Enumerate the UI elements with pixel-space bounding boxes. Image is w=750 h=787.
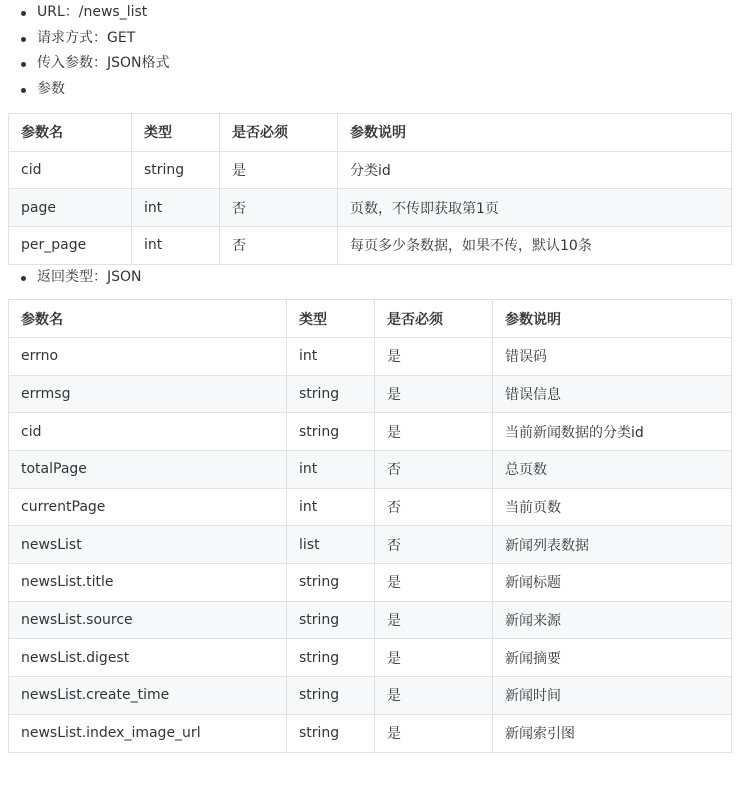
header-description: 参数说明: [493, 300, 732, 338]
cell-param-name: newsList.source: [9, 601, 287, 639]
cell-type: string: [287, 413, 375, 451]
header-type: 类型: [287, 300, 375, 338]
header-param-name: 参数名: [9, 114, 132, 152]
api-doc: [8, 0, 731, 753]
table-row: [9, 227, 732, 265]
cell-required: 是: [375, 564, 493, 602]
cell-required: 是: [375, 714, 493, 752]
table-row: [9, 451, 732, 489]
table-header-row: [9, 114, 732, 152]
cell-description: 新闻来源: [493, 601, 732, 639]
response-params-table: [8, 299, 732, 752]
table-row: [9, 677, 732, 715]
cell-param-name: page: [9, 189, 132, 227]
table-row: [9, 488, 732, 526]
cell-required: 是: [375, 601, 493, 639]
table-row: [9, 151, 732, 189]
cell-param-name: newsList.create_time: [9, 677, 287, 715]
cell-type: string: [287, 714, 375, 752]
list-item-url: URL：/news_list: [8, 0, 731, 26]
header-required: 是否必须: [375, 300, 493, 338]
table-row: [9, 337, 732, 375]
request-params-table: [8, 113, 732, 265]
cell-type: string: [287, 639, 375, 677]
list-item-input-format: 传入参数：JSON格式: [8, 51, 731, 77]
cell-type: list: [287, 526, 375, 564]
cell-description: 新闻索引图: [493, 714, 732, 752]
cell-description: 新闻摘要: [493, 639, 732, 677]
cell-description: 每页多少条数据，如果不传，默认10条: [338, 227, 732, 265]
cell-type: int: [287, 337, 375, 375]
cell-param-name: newsList.digest: [9, 639, 287, 677]
list-item-params: 参数: [8, 77, 731, 103]
cell-required: 否: [220, 227, 338, 265]
list-item-method: 请求方式：GET: [8, 26, 731, 52]
cell-required: 是: [375, 677, 493, 715]
cell-required: 是: [375, 375, 493, 413]
cell-param-name: cid: [9, 413, 287, 451]
cell-type: int: [132, 189, 220, 227]
cell-required: 否: [375, 488, 493, 526]
cell-type: string: [287, 677, 375, 715]
table-row: [9, 601, 732, 639]
cell-param-name: cid: [9, 151, 132, 189]
cell-required: 是: [375, 639, 493, 677]
cell-required: 是: [375, 413, 493, 451]
cell-param-name: errmsg: [9, 375, 287, 413]
cell-required: 是: [220, 151, 338, 189]
list-item-return-type: 返回类型：JSON: [8, 265, 731, 291]
cell-required: 否: [220, 189, 338, 227]
cell-description: 分类id: [338, 151, 732, 189]
cell-type: int: [132, 227, 220, 265]
table-header-row: [9, 300, 732, 338]
table-row: [9, 639, 732, 677]
cell-description: 总页数: [493, 451, 732, 489]
header-required: 是否必须: [220, 114, 338, 152]
cell-required: 否: [375, 526, 493, 564]
cell-param-name: newsList.title: [9, 564, 287, 602]
cell-param-name: errno: [9, 337, 287, 375]
header-description: 参数说明: [338, 114, 732, 152]
cell-param-name: currentPage: [9, 488, 287, 526]
cell-type: string: [287, 601, 375, 639]
table-row: [9, 375, 732, 413]
cell-type: string: [132, 151, 220, 189]
header-type: 类型: [132, 114, 220, 152]
cell-param-name: per_page: [9, 227, 132, 265]
cell-required: 否: [375, 451, 493, 489]
cell-param-name: totalPage: [9, 451, 287, 489]
cell-type: string: [287, 564, 375, 602]
header-param-name: 参数名: [9, 300, 287, 338]
cell-description: 当前新闻数据的分类id: [493, 413, 732, 451]
table-row: [9, 526, 732, 564]
cell-param-name: newsList: [9, 526, 287, 564]
cell-description: 错误码: [493, 337, 732, 375]
cell-type: string: [287, 375, 375, 413]
response-info-list: [8, 265, 731, 291]
cell-description: 新闻时间: [493, 677, 732, 715]
table-row: [9, 714, 732, 752]
table-row: [9, 413, 732, 451]
cell-description: 错误信息: [493, 375, 732, 413]
table-row: [9, 189, 732, 227]
table-row: [9, 564, 732, 602]
cell-param-name: newsList.index_image_url: [9, 714, 287, 752]
request-info-list: [8, 0, 731, 102]
cell-description: 新闻标题: [493, 564, 732, 602]
cell-type: int: [287, 451, 375, 489]
cell-description: 当前页数: [493, 488, 732, 526]
cell-type: int: [287, 488, 375, 526]
cell-description: 新闻列表数据: [493, 526, 732, 564]
cell-description: 页数，不传即获取第1页: [338, 189, 732, 227]
cell-required: 是: [375, 337, 493, 375]
